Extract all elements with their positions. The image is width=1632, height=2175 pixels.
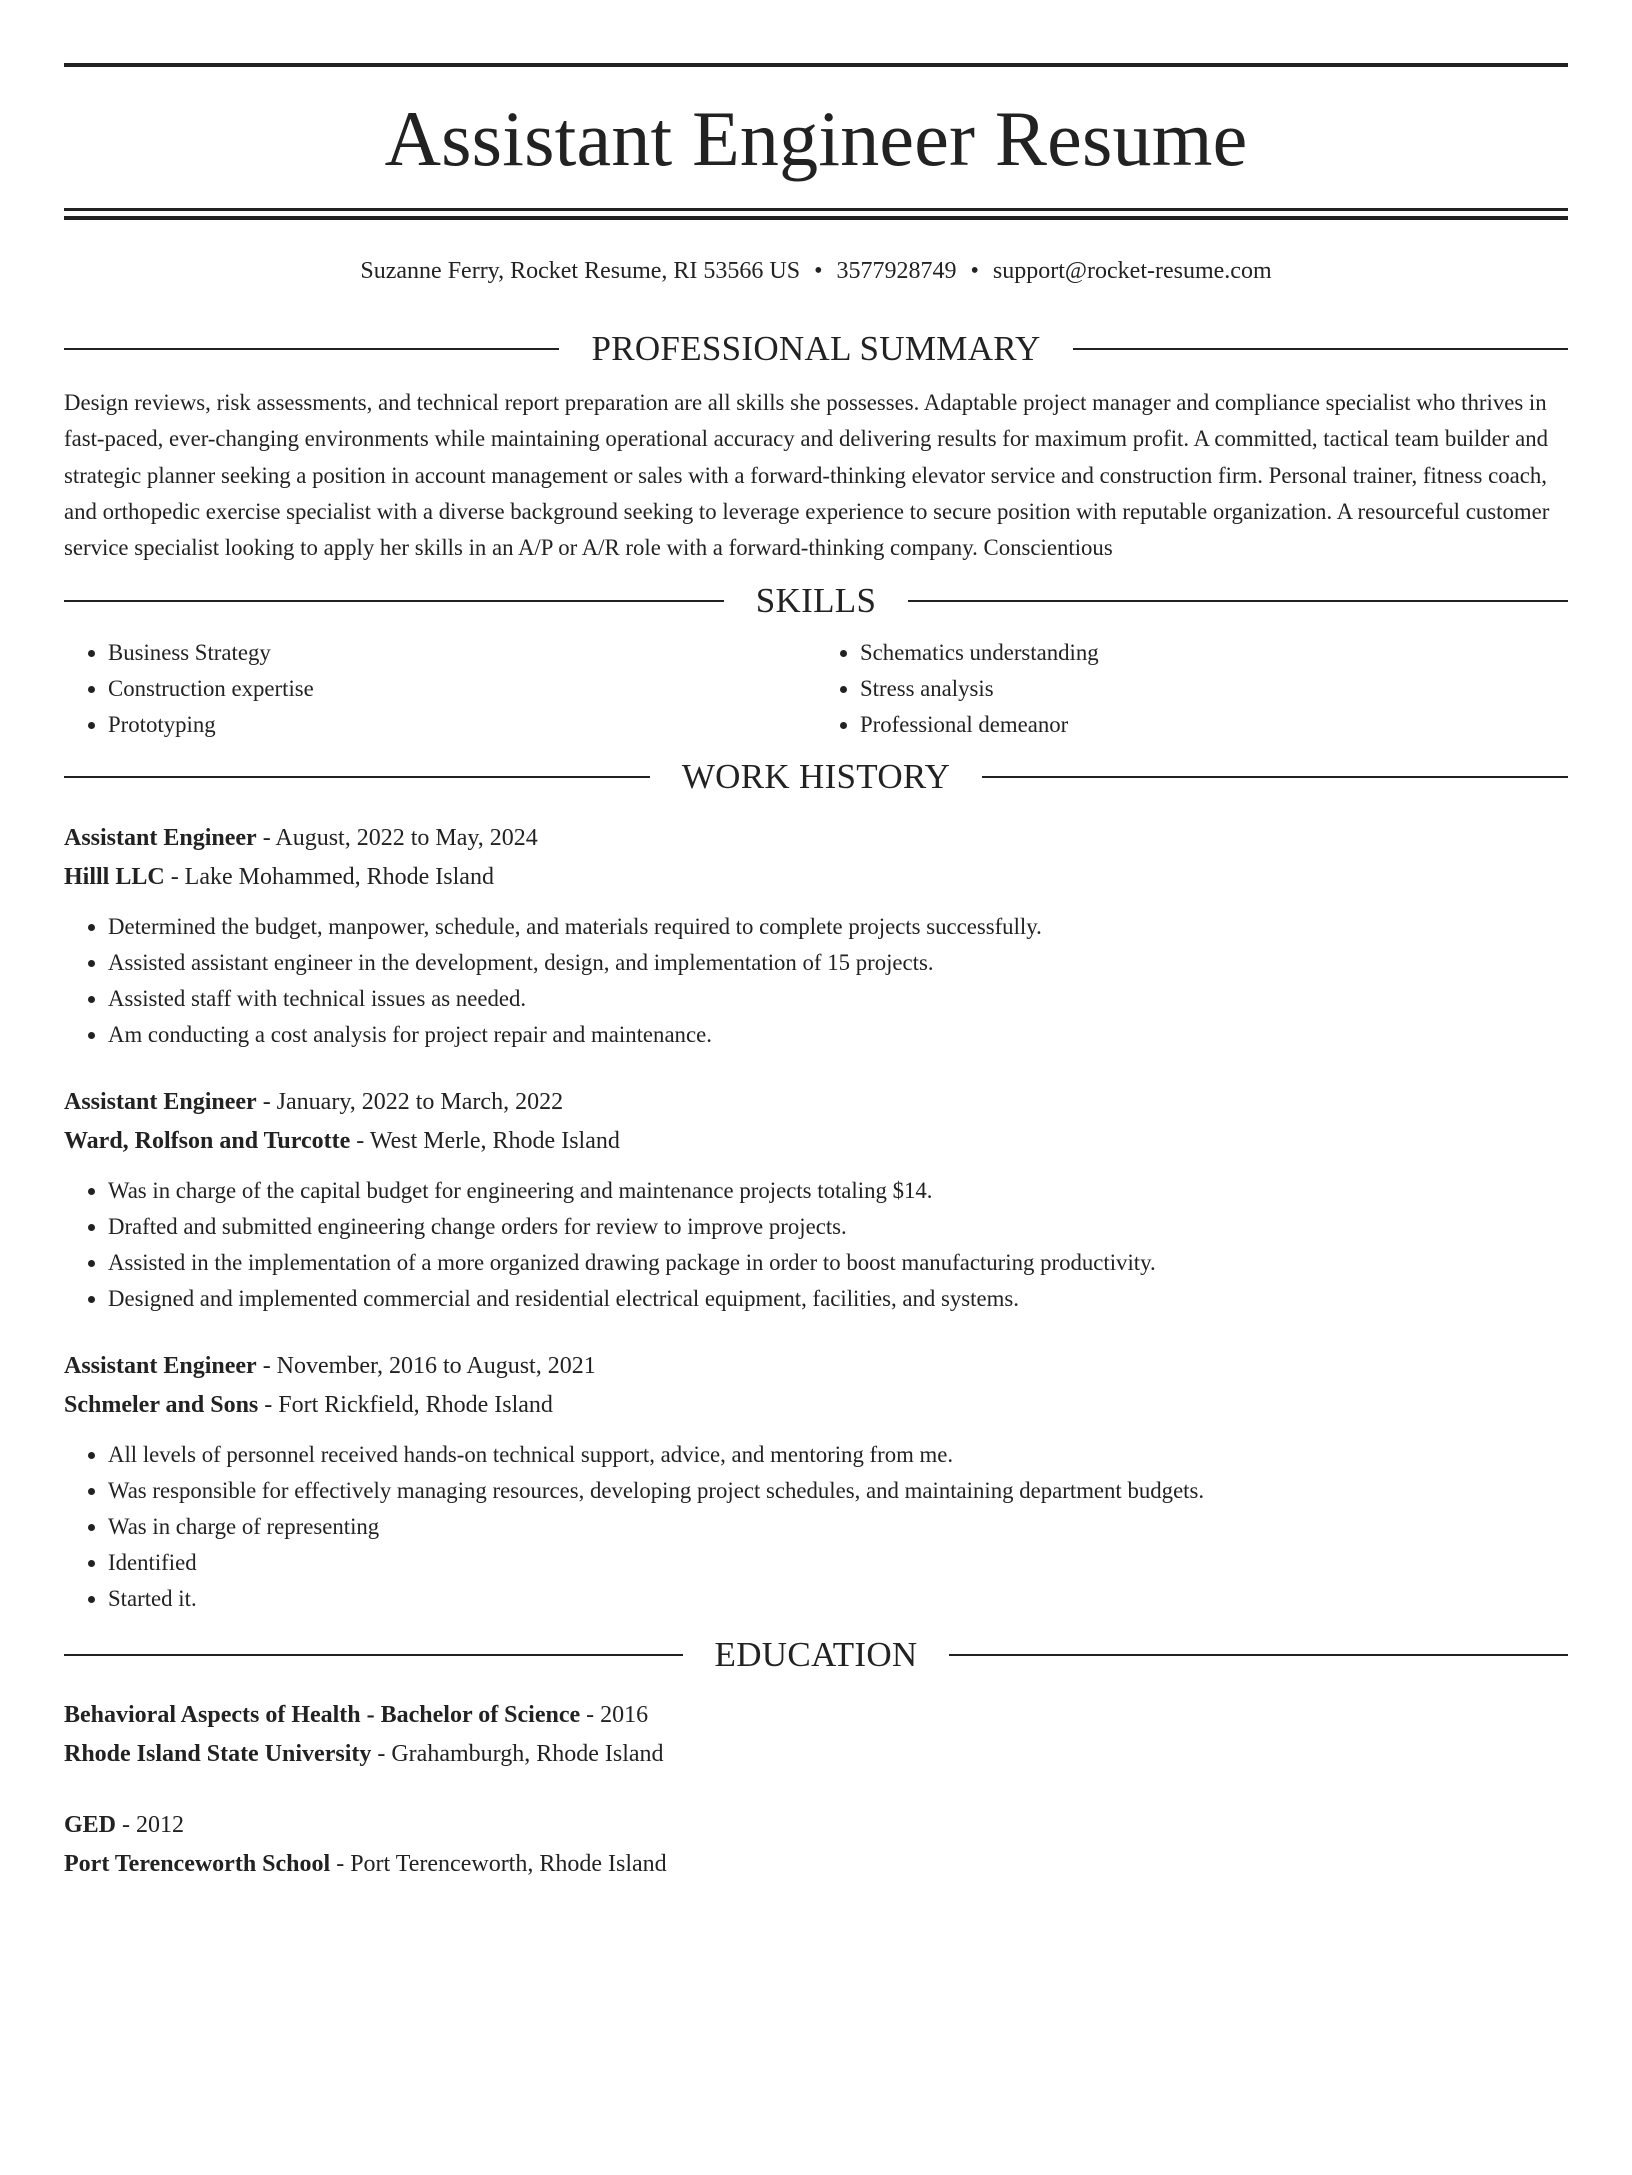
contact-address: Suzanne Ferry, Rocket Resume, RI 53566 US <box>360 258 801 284</box>
company-name: Schmeler and Sons <box>64 1392 259 1419</box>
resume-title: Assistant Engineer Resume <box>384 95 1248 182</box>
skill-item: • Stress analysis <box>860 671 1568 707</box>
divider-line <box>982 776 1568 778</box>
job-bullet: • Assisted in the implementation of a more organized drawing package in order to boost manufacturing productivity. <box>108 1245 1568 1281</box>
top-rule <box>64 63 1568 67</box>
job-bullet: • All levels of personnel received hands-on technical support, advice, and mentoring from me. <box>108 1437 1568 1473</box>
job-bullets <box>64 909 1568 1053</box>
work-entry-header <box>64 1083 1568 1161</box>
company-location: - Lake Mohammed, Rhode Island <box>164 864 494 891</box>
contact-separator: • <box>970 258 979 284</box>
job-bullet: • Was in charge of representing <box>108 1509 1568 1545</box>
skills-column-right <box>816 635 1568 743</box>
title-double-rule <box>64 208 1568 220</box>
job-dates: - January, 2022 to March, 2022 <box>256 1089 564 1116</box>
work-section-header <box>64 757 1568 797</box>
job-bullet: • Drafted and submitted engineering change orders for review to improve projects. <box>108 1209 1568 1245</box>
summary-text: Design reviews, risk assessments, and technical report preparation are all skills she possesses. Adaptable project manager and compliance specialist who thrives in fast-paced, ever-changing environments while maintaining operational accuracy and delivering results for maximum profit. A committed, tactical team builder and strategic planner seeking a position in account management or sales with a forward-thinking elevator service and construction firm. Personal trainer, fitness coach, and orthopedic exercise specialist with a diverse background seeking to leverage experience to secure position with reputable organization. A resourceful customer service specialist looking to apply her skills in an A/P or A/R role with a forward-thinking company. Conscientious <box>64 390 1550 561</box>
skill-item: • Schematics understanding <box>860 635 1568 671</box>
contact-separator: • <box>814 258 823 284</box>
job-bullet: • Was in charge of the capital budget for engineering and maintenance projects totaling $14. <box>108 1173 1568 1209</box>
company-location: - Fort Rickfield, Rhode Island <box>258 1392 553 1419</box>
job-bullet: • Am conducting a cost analysis for project repair and maintenance. <box>108 1017 1568 1053</box>
company-name: Hilll LLC <box>64 864 165 891</box>
degree-year: - 2012 <box>116 1812 185 1839</box>
work-entry <box>64 1347 1568 1617</box>
divider-line <box>908 600 1568 602</box>
job-dates: - August, 2022 to May, 2024 <box>256 825 538 852</box>
skill-item: • Construction expertise <box>108 671 816 707</box>
job-bullet: • Identified <box>108 1545 1568 1581</box>
job-bullet: • Designed and implemented commercial and residential electrical equipment, facilities, and systems. <box>108 1281 1568 1317</box>
job-dates: - November, 2016 to August, 2021 <box>256 1353 596 1380</box>
job-title: Assistant Engineer <box>64 1089 257 1116</box>
education-entry <box>64 1696 1568 1774</box>
divider-line <box>949 1654 1568 1656</box>
contact-email: support@rocket-resume.com <box>992 258 1272 284</box>
job-bullet: • Was responsible for effectively managing resources, developing project schedules, and maintaining department budgets. <box>108 1473 1568 1509</box>
job-bullets <box>64 1437 1568 1617</box>
work-entry-header <box>64 1347 1568 1425</box>
divider-line <box>64 348 559 350</box>
school-name: Port Terenceworth School <box>64 1851 331 1878</box>
divider-line <box>64 1654 683 1656</box>
education-section-header <box>64 1635 1568 1675</box>
work-section-title: WORK HISTORY <box>681 757 951 797</box>
degree-year: - 2016 <box>580 1702 649 1729</box>
job-bullet: • Determined the budget, manpower, schedule, and materials required to complete projects successfully. <box>108 909 1568 945</box>
skills-section-header <box>64 581 1568 621</box>
degree-name: GED <box>64 1812 117 1839</box>
job-title: Assistant Engineer <box>64 1353 257 1380</box>
work-entry <box>64 819 1568 1053</box>
divider-line <box>1073 348 1568 350</box>
company-location: - West Merle, Rhode Island <box>350 1128 620 1155</box>
divider-line <box>64 600 724 602</box>
degree-name: Behavioral Aspects of Health - Bachelor of Science <box>64 1702 581 1729</box>
job-bullets <box>64 1173 1568 1317</box>
skills-section-title: SKILLS <box>755 581 877 621</box>
summary-section-title: PROFESSIONAL SUMMARY <box>591 329 1041 368</box>
skills-column-left <box>64 635 816 743</box>
skills-list <box>64 635 1568 743</box>
work-entry <box>64 1083 1568 1317</box>
job-bullet: • Assisted assistant engineer in the development, design, and implementation of 15 projects. <box>108 945 1568 981</box>
school-location: - Grahamburgh, Rhode Island <box>371 1741 664 1768</box>
school-name: Rhode Island State University <box>64 1741 372 1768</box>
school-location: - Port Terenceworth, Rhode Island <box>330 1851 667 1878</box>
company-name: Ward, Rolfson and Turcotte <box>64 1128 351 1155</box>
job-bullet: • Started it. <box>108 1581 1568 1617</box>
skill-item: • Prototyping <box>108 707 816 743</box>
skill-item: • Business Strategy <box>108 635 816 671</box>
divider-line <box>64 776 650 778</box>
summary-section-header <box>64 329 1568 369</box>
work-entry-header <box>64 819 1568 897</box>
contact-line <box>64 256 1568 286</box>
resume-page <box>0 63 1632 2175</box>
contact-phone: 3577928749 <box>836 258 957 284</box>
job-title: Assistant Engineer <box>64 825 257 852</box>
education-entry <box>64 1806 1568 1884</box>
education-section-title: EDUCATION <box>714 1635 918 1675</box>
skill-item: • Professional demeanor <box>860 707 1568 743</box>
job-bullet: • Assisted staff with technical issues as needed. <box>108 981 1568 1017</box>
